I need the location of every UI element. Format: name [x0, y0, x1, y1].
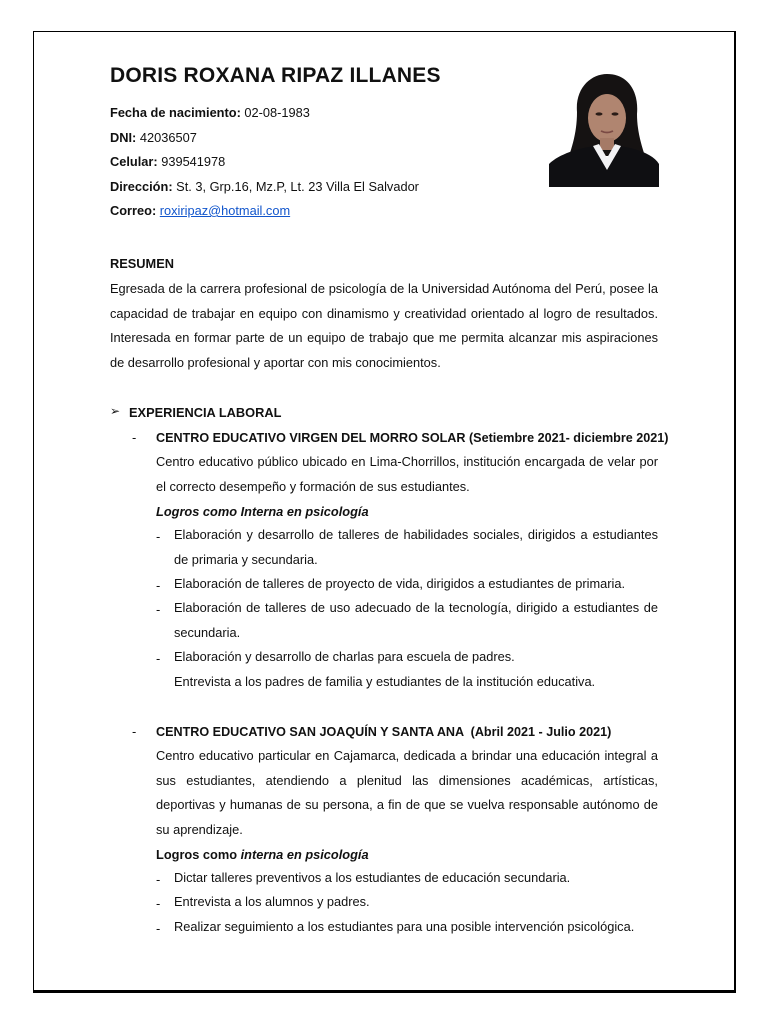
- phone-line: [110, 154, 225, 169]
- list-dash: -: [156, 578, 161, 593]
- list-dash: -: [156, 921, 161, 936]
- achievement-item: Entrevista a los alumnos y padres.: [174, 894, 370, 909]
- arrow-bullet-icon: ➢: [110, 404, 121, 418]
- list-dash: -: [156, 602, 161, 617]
- dni-value: 42036507: [139, 130, 197, 145]
- achievement-item: Elaboración de talleres de proyecto de vida, dirigidos a estudiantes de primaria.: [174, 576, 625, 591]
- profile-photo: [549, 70, 659, 187]
- candidate-name: DORIS ROXANA RIPAZ ILLANES: [110, 64, 441, 87]
- dni-line: [110, 130, 197, 145]
- job-description-1: Centro educativo público ubicado en Lima-Chorrillos, institución encargada de velar por el correcto desempeño y formación de sus estudiantes.: [156, 454, 658, 494]
- achievement-item: Elaboración y desarrollo de talleres de habilidades sociales, dirigidos a estudiantes de primaria y secundaria.: [174, 527, 658, 567]
- experience-heading: EXPERIENCIA LABORAL: [129, 405, 282, 420]
- address-line: [110, 179, 419, 194]
- list-dash: -: [156, 651, 161, 666]
- list-dash: -: [156, 529, 161, 544]
- achievement-item: Elaboración de talleres de uso adecuado de la tecnología, dirigido a estudiantes de secundaria.: [174, 600, 658, 640]
- achievement-item: Dictar talleres preventivos a los estudiantes de educación secundaria.: [174, 870, 571, 885]
- achievements-label-1: Logros como Interna en psicología: [156, 504, 369, 519]
- job-title-2: CENTRO EDUCATIVO SAN JOAQUÍN Y SANTA ANA (Abril 2021 - Julio 2021): [156, 725, 612, 739]
- achievement-item: Elaboración y desarrollo de charlas para escuela de padres.: [174, 649, 515, 664]
- birthdate-line: [110, 105, 310, 120]
- list-dash: -: [156, 872, 161, 887]
- job-dash: -: [132, 430, 137, 445]
- job-dash: -: [132, 724, 137, 739]
- achievement-item: Realizar seguimiento a los estudiantes para una posible intervención psicológica.: [174, 919, 635, 934]
- job-description-2: Centro educativo particular en Cajamarca, dedicada a brindar una educación integral a sus estudiantes, atendiendo a plenitud las dimensiones académicas, artísticas, deportivas y humanas de su persona, a fin de que se vuelva responsable autónomo de su aprendizaje.: [156, 748, 658, 837]
- birthdate-value: 02-08-1983: [244, 105, 310, 120]
- phone-value: 939541978: [161, 154, 226, 169]
- email-label: Correo:: [110, 203, 157, 218]
- email-link[interactable]: roxiripaz@hotmail.com: [159, 203, 291, 218]
- address-value: St. 3, Grp.16, Mz.P, Lt. 23 Villa El Salvador: [176, 179, 419, 194]
- achievements-heading-2: [156, 847, 369, 862]
- birthdate-label: Fecha de nacimiento:: [110, 105, 241, 120]
- summary-text: Egresada de la carrera profesional de psicología de la Universidad Autónoma del Perú, posee la capacidad de trabajar en equipo con dinamismo y creatividad orientado al logro de resultados. Interesada en formar parte de un equipo de trabajo que me permita alcanzar mis aspiraciones de desarrollo profesional y aportar con mis conocimientos.: [110, 281, 658, 370]
- achievements-label-plain-2: Logros como: [156, 847, 241, 862]
- phone-label: Celular:: [110, 154, 158, 169]
- list-dash: -: [156, 896, 161, 911]
- job-title-1: CENTRO EDUCATIVO VIRGEN DEL MORRO SOLAR (Setiembre 2021- diciembre 2021): [156, 431, 669, 445]
- email-line: [110, 203, 290, 218]
- address-label: Dirección:: [110, 179, 173, 194]
- summary-heading: RESUMEN: [110, 256, 174, 271]
- achievement-extra-line: Entrevista a los padres de familia y estudiantes de la institución educativa.: [174, 674, 596, 689]
- achievements-label-italic-2: interna en psicología: [240, 847, 369, 862]
- achievements-heading-1: [156, 504, 369, 519]
- dni-label: DNI:: [110, 130, 137, 145]
- resume-page: [33, 31, 736, 993]
